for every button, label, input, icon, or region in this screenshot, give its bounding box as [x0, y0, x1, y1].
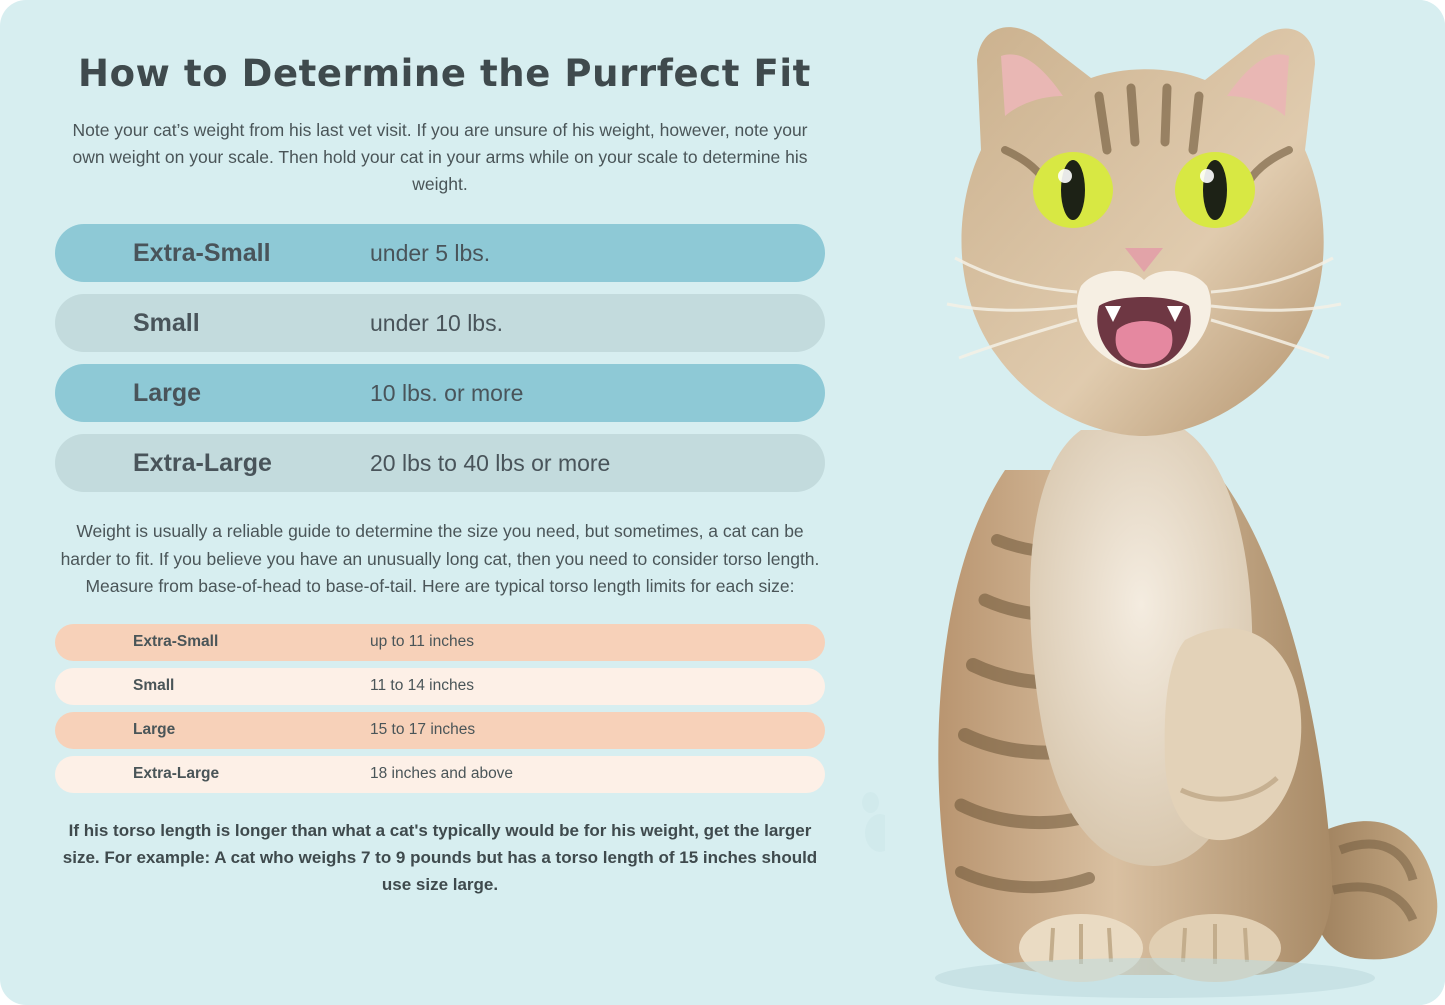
- torso-size-label: Large: [133, 721, 176, 739]
- weight-size-value: under 10 lbs.: [370, 309, 503, 336]
- torso-size-value: 15 to 17 inches: [370, 721, 476, 739]
- table-row: [55, 294, 825, 352]
- torso-size-value: 18 inches and above: [370, 765, 514, 783]
- weight-size-table: [55, 224, 825, 492]
- weight-size-value: 20 lbs to 40 lbs or more: [370, 449, 611, 476]
- torso-size-label: Extra-Small: [133, 633, 219, 651]
- torso-length-table: [55, 624, 825, 793]
- weight-size-label: Large: [133, 378, 202, 407]
- torso-size-value: up to 11 inches: [370, 633, 474, 651]
- weight-size-value: 10 lbs. or more: [370, 379, 524, 406]
- torso-size-label: Small: [133, 677, 175, 695]
- cat-illustration: [885, 0, 1445, 1005]
- weight-size-value: under 5 lbs.: [370, 239, 491, 266]
- torso-intro-paragraph: Weight is usually a reliable guide to determine the size you need, but sometimes, a cat can be harder to fit. If you believe you have an unusually long cat, then you need to consider torso length. Measure from base-of-head to base-of-tail. Here are typical torso length limits for each size:: [60, 521, 820, 596]
- torso-size-label: Extra-Large: [133, 765, 220, 783]
- weight-size-label: Small: [133, 308, 200, 337]
- weight-size-label: Extra-Small: [133, 238, 271, 267]
- table-row: [55, 364, 825, 422]
- cat-tongue: [1116, 321, 1173, 364]
- page-title: How to Determine the Purrfect Fit: [78, 52, 811, 95]
- table-row: [55, 434, 825, 492]
- cat-photo: [885, 0, 1445, 1005]
- torso-size-value: 11 to 14 inches: [370, 677, 474, 695]
- table-row: [55, 756, 825, 793]
- table-row: [55, 224, 825, 282]
- footnote-paragraph: If his torso length is longer than what a cat's typically would be for his weight, get the larger size. For example: A cat who weighs 7 to 9 pounds but has a torso length of 15 inches should use size large.: [62, 820, 818, 895]
- table-row: [55, 624, 825, 661]
- intro-paragraph: Note your cat’s weight from his last vet visit. If you are unsure of his weight, however, note your own weight on your scale. Then hold your cat in your arms while on your scale to determine his weight.: [72, 120, 808, 195]
- weight-size-label: Extra-Large: [133, 448, 272, 477]
- table-row: [55, 712, 825, 749]
- table-row: [55, 668, 825, 705]
